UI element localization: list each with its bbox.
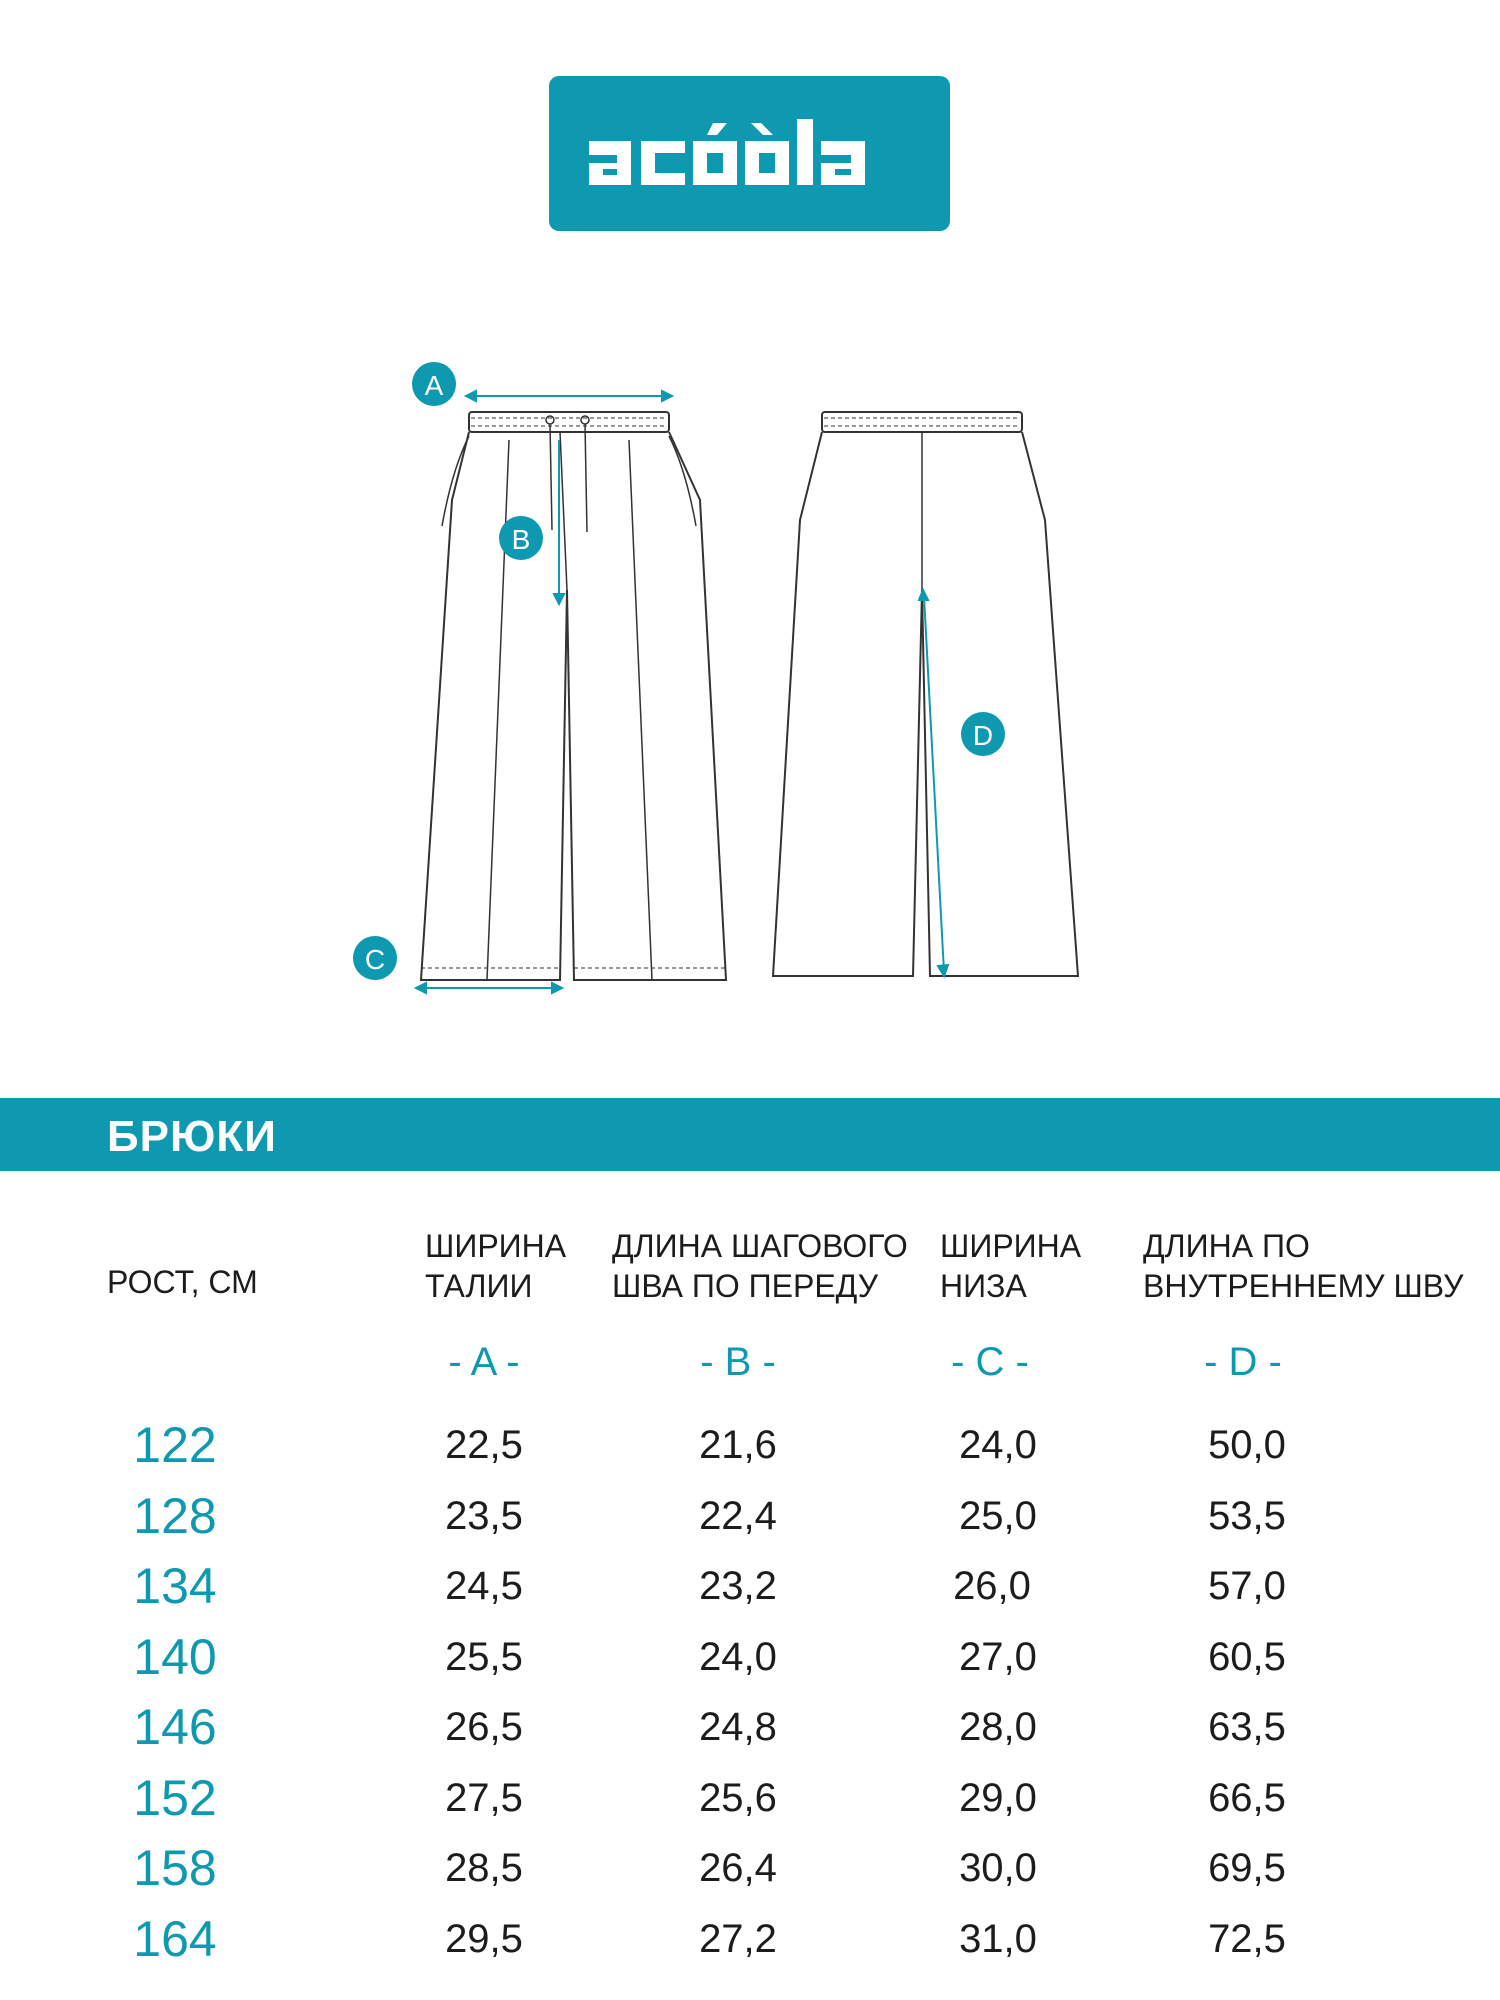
- column-header-height: РОСТ, СМ: [107, 1264, 258, 1300]
- table-row: [0, 1692, 1500, 1763]
- cell-inseam-length: 60,5: [1208, 1634, 1286, 1679]
- cell-hem-width: 30,0: [959, 1846, 1037, 1890]
- brand-logo: [549, 76, 950, 231]
- section-band: [0, 1098, 1500, 1171]
- cell-hem-width: 28,0: [959, 1705, 1037, 1749]
- marker-c: [353, 936, 397, 980]
- cell-height: 164: [133, 1910, 217, 1967]
- cell-inseam-length: 63,5: [1208, 1705, 1286, 1749]
- cell-waist-width: 25,5: [445, 1634, 523, 1679]
- table-row: [0, 1763, 1500, 1834]
- cell-hem-width: 24,0: [959, 1423, 1037, 1467]
- column-header-front-rise: ДЛИНА ШАГОВОГО ШВА ПО ПЕРЕДУ: [612, 1228, 908, 1304]
- section-title: БРЮКИ: [107, 1112, 277, 1161]
- table-row: [0, 1622, 1500, 1693]
- cell-hem-width: 29,0: [959, 1775, 1037, 1820]
- acoola-logo-mark: [585, 119, 915, 189]
- cell-front-rise: 26,4: [699, 1846, 777, 1890]
- cell-waist-width: 27,5: [445, 1775, 523, 1820]
- cell-front-rise: 24,0: [699, 1634, 777, 1679]
- svg-text:D: D: [972, 720, 994, 751]
- marker-a: [412, 362, 456, 406]
- svg-text:C: C: [364, 944, 386, 975]
- cell-inseam-length: 69,5: [1208, 1846, 1286, 1890]
- cell-waist-width: 28,5: [445, 1846, 523, 1890]
- column-letter-c: - C -: [951, 1340, 1029, 1384]
- size-table: [0, 1410, 1500, 1974]
- cell-inseam-length: 72,5: [1208, 1916, 1286, 1961]
- cell-height: 158: [133, 1840, 217, 1896]
- cell-front-rise: 25,6: [699, 1775, 777, 1820]
- cell-waist-width: 22,5: [445, 1423, 523, 1467]
- cell-height: 146: [133, 1699, 217, 1755]
- cell-front-rise: 21,6: [699, 1423, 777, 1467]
- marker-d: [961, 712, 1005, 756]
- cell-hem-width: 25,0: [959, 1493, 1037, 1538]
- cell-waist-width: 29,5: [445, 1916, 523, 1961]
- pants-back-view: [773, 412, 1078, 976]
- cell-front-rise: 23,2: [699, 1564, 777, 1608]
- table-row: [0, 1551, 1500, 1622]
- pants-technical-drawing: [0, 340, 1500, 1000]
- cell-inseam-length: 50,0: [1208, 1423, 1286, 1467]
- cell-hem-width: 27,0: [959, 1634, 1037, 1679]
- table-row: [0, 1833, 1500, 1904]
- column-header-waist-width: ШИРИНА ТАЛИИ: [425, 1228, 567, 1304]
- cell-hem-width: 26,0: [953, 1564, 1031, 1608]
- cell-hem-width: 31,0: [959, 1916, 1037, 1961]
- cell-waist-width: 24,5: [445, 1564, 523, 1608]
- svg-text:A: A: [424, 370, 444, 401]
- svg-text:B: B: [511, 524, 531, 555]
- cell-inseam-length: 57,0: [1208, 1564, 1286, 1608]
- column-letter-d: - D -: [1204, 1340, 1282, 1384]
- column-header-hem-width: ШИРИНА НИЗА: [940, 1228, 1082, 1304]
- cell-waist-width: 26,5: [445, 1705, 523, 1749]
- cell-height: 128: [133, 1487, 217, 1544]
- table-row: [0, 1410, 1500, 1481]
- table-row: [0, 1481, 1500, 1552]
- table-row: [0, 1904, 1500, 1975]
- cell-height: 122: [133, 1417, 217, 1473]
- column-header-inseam-length: ДЛИНА ПО ВНУТРЕННЕМУ ШВУ: [1143, 1228, 1464, 1304]
- cell-waist-width: 23,5: [445, 1493, 523, 1538]
- cell-height: 140: [133, 1628, 217, 1685]
- pants-front-view: [421, 412, 726, 980]
- cell-inseam-length: 53,5: [1208, 1493, 1286, 1538]
- cell-height: 152: [133, 1769, 217, 1826]
- cell-height: 134: [133, 1558, 217, 1614]
- cell-inseam-length: 66,5: [1208, 1775, 1286, 1820]
- marker-b: [499, 516, 543, 560]
- cell-front-rise: 22,4: [699, 1493, 777, 1538]
- cell-front-rise: 27,2: [699, 1916, 777, 1961]
- column-letter-a: - A -: [448, 1340, 520, 1384]
- cell-front-rise: 24,8: [699, 1705, 777, 1749]
- column-letter-b: - B -: [700, 1340, 776, 1384]
